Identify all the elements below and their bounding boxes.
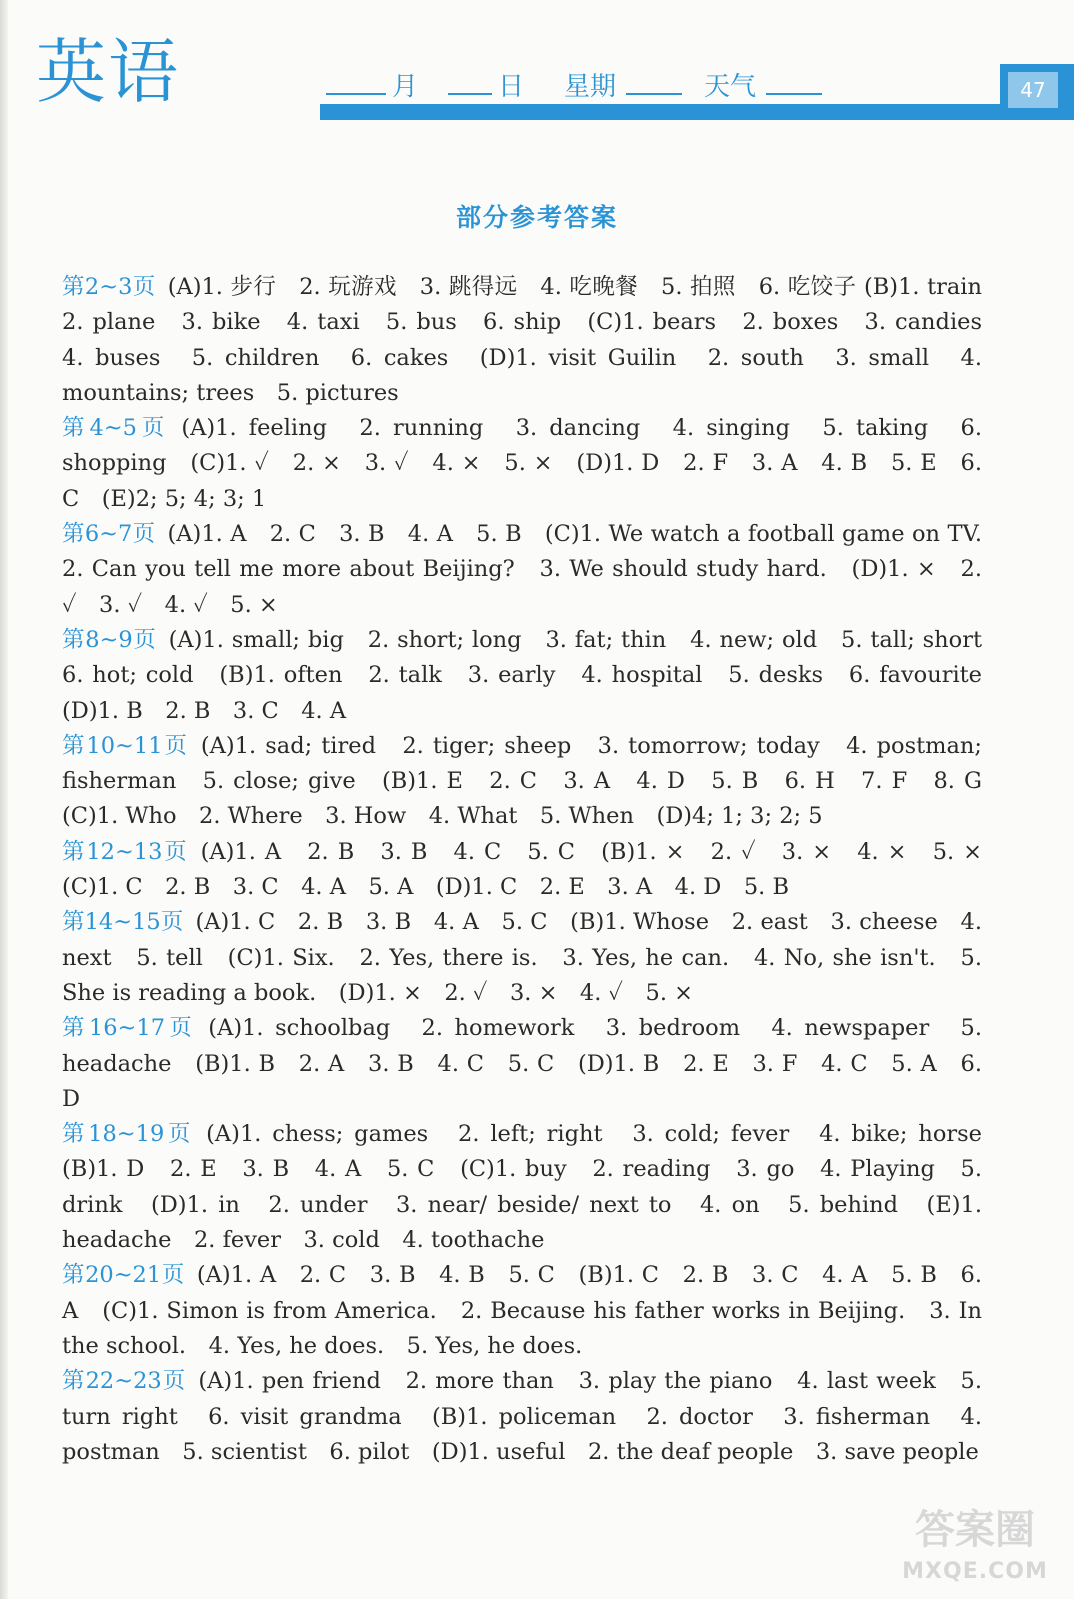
weather-blank [766, 73, 822, 95]
page-range-label: 第2~3页 [62, 274, 156, 300]
page-number: 47 [1008, 72, 1058, 108]
watermark-cn: 答案圈 [915, 1507, 1035, 1553]
page-range-label: 第20~21页 [62, 1262, 185, 1289]
page-fold-shadow [0, 0, 8, 1599]
page-range-label: 第4~5页 [62, 415, 170, 442]
answer-text: (A)1. C 2. B 3. B 4. A 5. C (B)1. Whose 2. east 3. cheese 4. next 5. tell (C)1. Six. 2. Yes, there is. 3. Yes, he can. 4. No, she isn't. 5. She is reading a book. (D)1. × 2. ✓ 3. × 4. ✓ 5. × [62, 909, 982, 1006]
answer-text: (A)1. chess; games 2. left; right 3. cold; fever 4. bike; horse (B)1. D 2. E 3. B 4. A 5. C (C)1. buy 2. reading 3. go 4. Playing 5. drink (D)1. in 2. under 3. near/ beside/ next to 4. on 5. behind (E)1. headache 2. fever 3. cold 4. toothache [62, 1121, 1005, 1254]
site-watermark [890, 1505, 1060, 1595]
answer-entry [62, 623, 1005, 729]
page-range-label: 第14~15页 [62, 909, 184, 936]
answer-entry [62, 411, 982, 517]
answer-list [62, 270, 1005, 1470]
weather-label: 天气 [704, 72, 757, 102]
answer-entry [62, 905, 982, 1011]
day-label: 日 [498, 72, 525, 102]
answer-entry [62, 1011, 982, 1117]
month-label: 月 [392, 72, 419, 102]
answer-text: (A)1. small; big 2. short; long 3. fat; thin 4. new; old 5. tall; short 6. hot; cold (B)1. often 2. talk 3. early 4. hospital 5. desks 6. favourite (D)1. B 2. B 3. C 4. A [62, 626, 1005, 724]
page-header [0, 0, 1074, 130]
page-range-label: 第10~11页 [62, 732, 189, 759]
page-range-label: 第16~17页 [62, 1015, 197, 1042]
page-range-label: 第12~13页 [62, 838, 189, 865]
answer-entry [62, 835, 1005, 906]
answer-text: (A)1. A 2. C 3. B 4. A 5. B (C)1. We watch a football game on TV. 2. Can you tell me more about Beijing? 3. We should study hard. (D)1. × 2. ✓ 3. ✓ 4. ✓ 5. × [62, 521, 1005, 618]
answer-text: (A)1. sad; tired 2. tiger; sheep 3. tomorrow; today 4. postman; fisherman 5. close; give (B)1. E 2. C 3. A 4. D 5. B 6. H 7. F 8. G (C)1. Who 2. Where 3. How 4. What 5. When (D)4; 1; 3; 2; 5 [62, 732, 1005, 830]
answer-entry [62, 1258, 982, 1364]
answer-text: (A)1. schoolbag 2. homework 3. bedroom 4. newspaper 5. headache (B)1. B 2. A 3. B 4. C 5. C (D)1. B 2. E 3. F 4. C 5. A 6. D [62, 1015, 982, 1112]
answer-text: (A)1. A 2. B 3. B 4. C 5. C (B)1. × 2. ✓ 3. × 4. × 5. × (C)1. C 2. B 3. C 4. A 5. A (D)1. C 2. E 3. A 4. D 5. B [62, 838, 1005, 901]
date-weather-row [320, 70, 828, 104]
subject-title: 英语 [36, 31, 180, 113]
answer-entry [62, 729, 1005, 835]
answer-text: (A)1. feeling 2. running 3. dancing 4. singing 5. taking 6. shopping (C)1. ✓ 2. × 3. ✓ 4. × 5. × (D)1. D 2. F 3. A 4. B 5. E 6. C (E)2; 5; 4; 3; 1 [62, 415, 983, 512]
section-title: 部分参考答案 [455, 203, 618, 232]
answer-entry [62, 517, 1005, 623]
header-accent-bar [320, 104, 1000, 120]
weekday-label: 星期 [564, 72, 617, 102]
page-range-label: 第18~19页 [62, 1121, 195, 1148]
answer-entry [62, 270, 1005, 411]
weekday-blank [626, 73, 682, 95]
day-blank [448, 73, 492, 95]
page-range-label: 第8~9页 [62, 626, 157, 653]
watermark-en: MXQE.COM [902, 1559, 1048, 1584]
answer-entry [62, 1117, 1005, 1258]
page-range-label: 第6~7页 [62, 521, 156, 548]
answer-text: (A)1. A 2. C 3. B 4. B 5. C (B)1. C 2. B 3. C 4. A 5. B 6. A (C)1. Simon is from America. 2. Because his father works in Beijing. 3. In the school. 4. Yes, he does. 5. Yes, he does. [62, 1262, 982, 1359]
answer-entry [62, 1364, 982, 1470]
page-range-label: 第22~23页 [62, 1368, 187, 1395]
answer-text: (A)1. pen friend 2. more than 3. play the piano 4. last week 5. turn right 6. visit grandma (B)1. policeman 2. doctor 3. fisherman 4. postman 5. scientist 6. pilot (D)1. useful 2. the deaf people 3. save people [62, 1368, 982, 1465]
answer-text: (A)1. 步行 2. 玩游戏 3. 跳得远 4. 吃晚餐 5. 拍照 6. 吃饺子 (B)1. train 2. plane 3. bike 4. taxi 5. bus 6. ship (C)1. bears 2. boxes 3. candies 4. buses 5. children 6. cakes (D)1. visit Guilin 2. south 3. small 4. mountains; trees 5. pictures [62, 274, 1005, 406]
month-blank [326, 73, 386, 95]
